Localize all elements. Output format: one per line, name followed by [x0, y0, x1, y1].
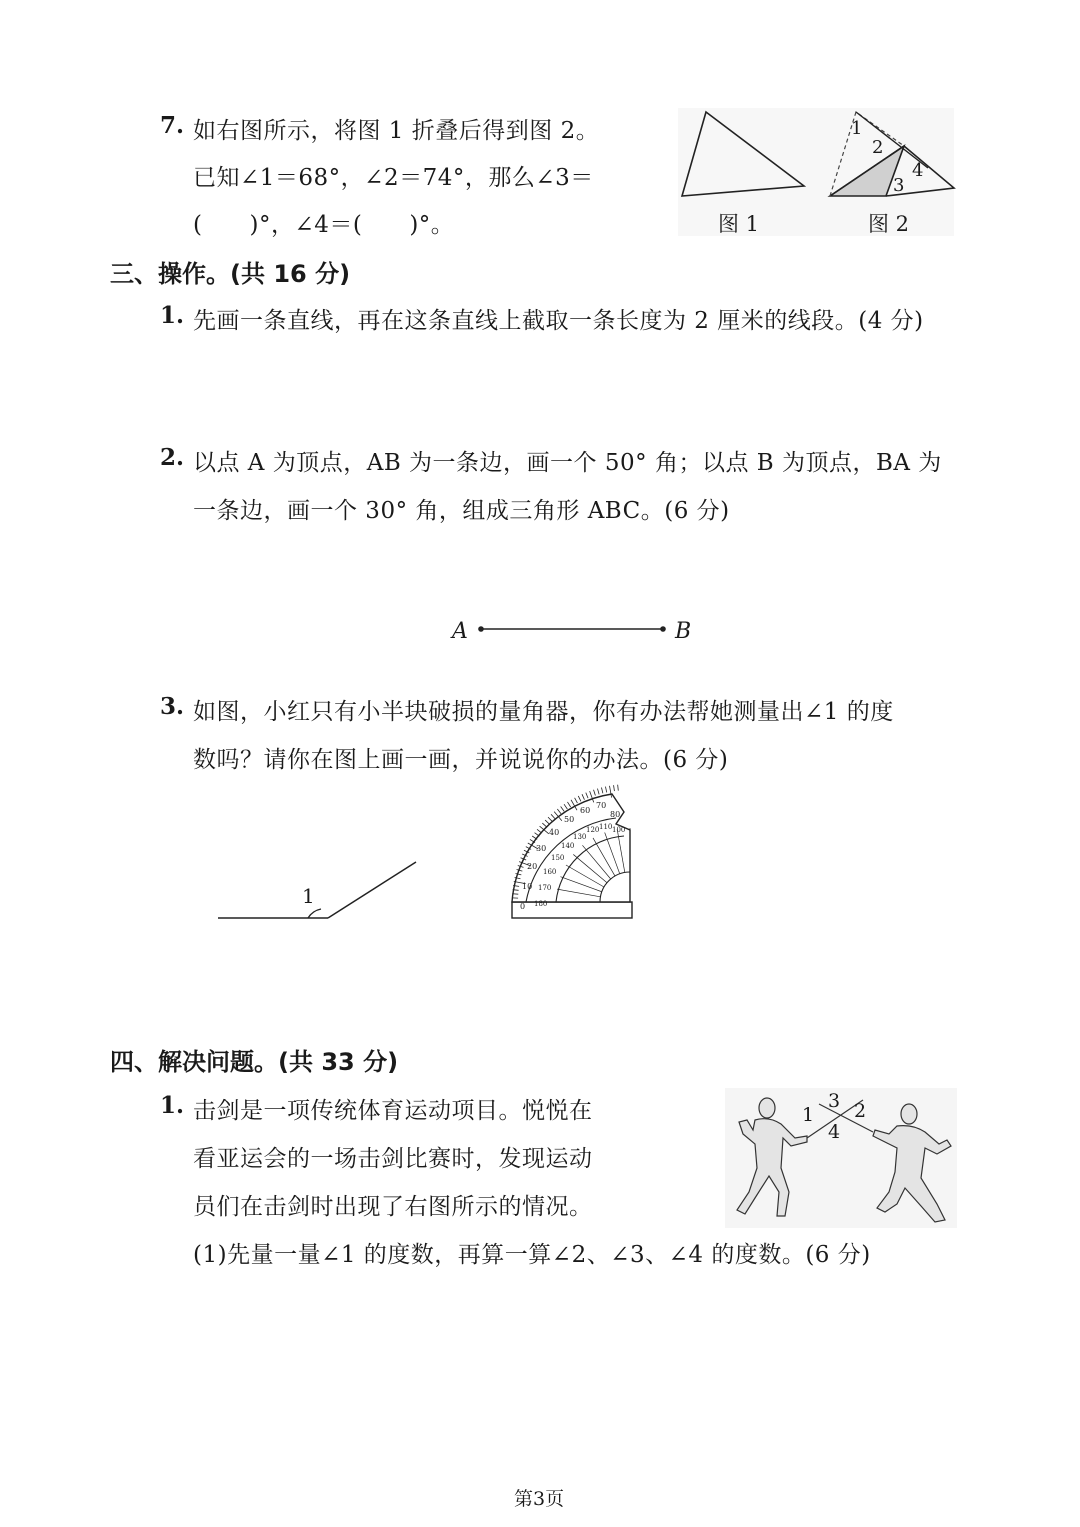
figure1-caption: 图 1 — [718, 212, 760, 236]
protractor-label-30: 30 — [536, 844, 547, 853]
question-text: 先画一条直线，再在这条直线上截取一条长度为 2 厘米的线段。(4 分) — [193, 308, 924, 334]
angle-1-drawing — [218, 858, 418, 922]
question-text: 如右图所示，将图 1 折叠后得到图 2。 — [193, 118, 600, 144]
protractor-tick — [537, 829, 542, 833]
fencing-angle-3: 3 — [828, 1090, 841, 1112]
protractor-inner-140: 140 — [561, 842, 575, 850]
protractor-label-40: 40 — [549, 828, 560, 837]
page-number: 第3页 — [514, 1488, 565, 1510]
protractor-label-50: 50 — [564, 815, 575, 824]
question-number: 2. — [160, 444, 185, 471]
protractor-tick — [535, 833, 540, 837]
point-b-label: B — [675, 619, 692, 644]
protractor-label-60: 60 — [580, 806, 591, 815]
protractor-tick — [597, 789, 599, 795]
protractor-inner-170: 170 — [538, 884, 552, 892]
protractor-tick — [561, 807, 565, 812]
protractor-tick — [564, 804, 567, 809]
figure1-shape — [682, 112, 804, 196]
question-number: 1. — [160, 302, 185, 329]
protractor-tick — [614, 785, 615, 791]
protractor-label-0: 0 — [520, 902, 526, 911]
protractor-inner-130: 130 — [573, 833, 587, 841]
protractor-tick — [542, 823, 546, 827]
question-text: 已知∠1＝68°，∠2＝74°，那么∠3＝ — [193, 165, 594, 191]
protractor-label-10: 10 — [522, 882, 533, 891]
fencing-illustration — [725, 1088, 957, 1228]
protractor-inner-180: 180 — [534, 900, 548, 908]
angle-1-label: 1 — [302, 884, 315, 908]
protractor-inner-120: 120 — [586, 826, 600, 834]
point-a-label: A — [452, 619, 468, 644]
protractor-tick — [575, 798, 578, 803]
protractor-tick — [548, 817, 552, 821]
question-text: 员们在击剑时出现了右图所示的情况。 — [193, 1194, 593, 1220]
protractor-label-70: 70 — [596, 801, 607, 810]
question-text: 击剑是一项传统体育运动项目。悦悦在 — [193, 1098, 593, 1124]
protractor-label-20: 20 — [527, 862, 538, 871]
protractor-tick — [605, 787, 606, 793]
question-text: 数吗？请你在图上画一画，并说说你的办法。(6 分) — [193, 747, 729, 773]
question-number: 7. — [160, 112, 185, 139]
protractor-tick — [551, 814, 555, 818]
protractor-tick — [545, 820, 549, 824]
fencing-angle-1: 1 — [802, 1104, 815, 1126]
angle-label-3: 3 — [893, 175, 905, 196]
protractor-inner-160: 160 — [543, 868, 557, 876]
section-title: 四、解决问题。(共 33 分) — [110, 1048, 399, 1076]
protractor-tick — [618, 785, 619, 791]
protractor-tick — [594, 790, 596, 796]
angle-label-1: 1 — [851, 118, 863, 139]
fencing-angle-2: 2 — [854, 1100, 867, 1122]
question-text: ( )°，∠4＝( )°。 — [193, 212, 455, 238]
protractor-inner-100: 100 — [612, 826, 626, 834]
protractor-label-80: 80 — [610, 810, 621, 819]
figure2-caption: 图 2 — [868, 212, 910, 236]
protractor-tick — [586, 793, 588, 799]
question-text: 看亚运会的一场击剑比赛时，发现运动 — [193, 1146, 593, 1172]
angle-label-2: 2 — [872, 137, 884, 158]
question-text: 如图，小红只有小半块破损的量角器，你有办法帮她测量出∠1 的度 — [193, 699, 894, 725]
question-number: 3. — [160, 693, 185, 720]
segment-ab — [478, 624, 668, 634]
protractor-inner-110: 110 — [599, 823, 613, 831]
protractor-tick — [578, 796, 581, 801]
question-text: 以点 A 为顶点，AB 为一条边，画一个 50° 角；以点 B 为顶点，BA 为 — [193, 450, 942, 476]
protractor-inner-150: 150 — [551, 854, 565, 862]
sub-question-text: (1)先量一量∠1 的度数，再算一算∠2、∠3、∠4 的度数。(6 分) — [193, 1242, 871, 1268]
protractor-tick — [582, 794, 584, 799]
protractor-tick — [557, 809, 561, 814]
protractor-tick — [567, 802, 570, 807]
fencing-angle-4: 4 — [828, 1121, 841, 1143]
section-title: 三、操作。(共 16 分) — [110, 260, 351, 288]
angle-label-4: 4 — [912, 160, 924, 181]
protractor-tick — [601, 788, 602, 794]
question-number: 1. — [160, 1092, 185, 1119]
question-text: 一条边，画一个 30° 角，组成三角形 ABC。(6 分) — [193, 498, 730, 524]
